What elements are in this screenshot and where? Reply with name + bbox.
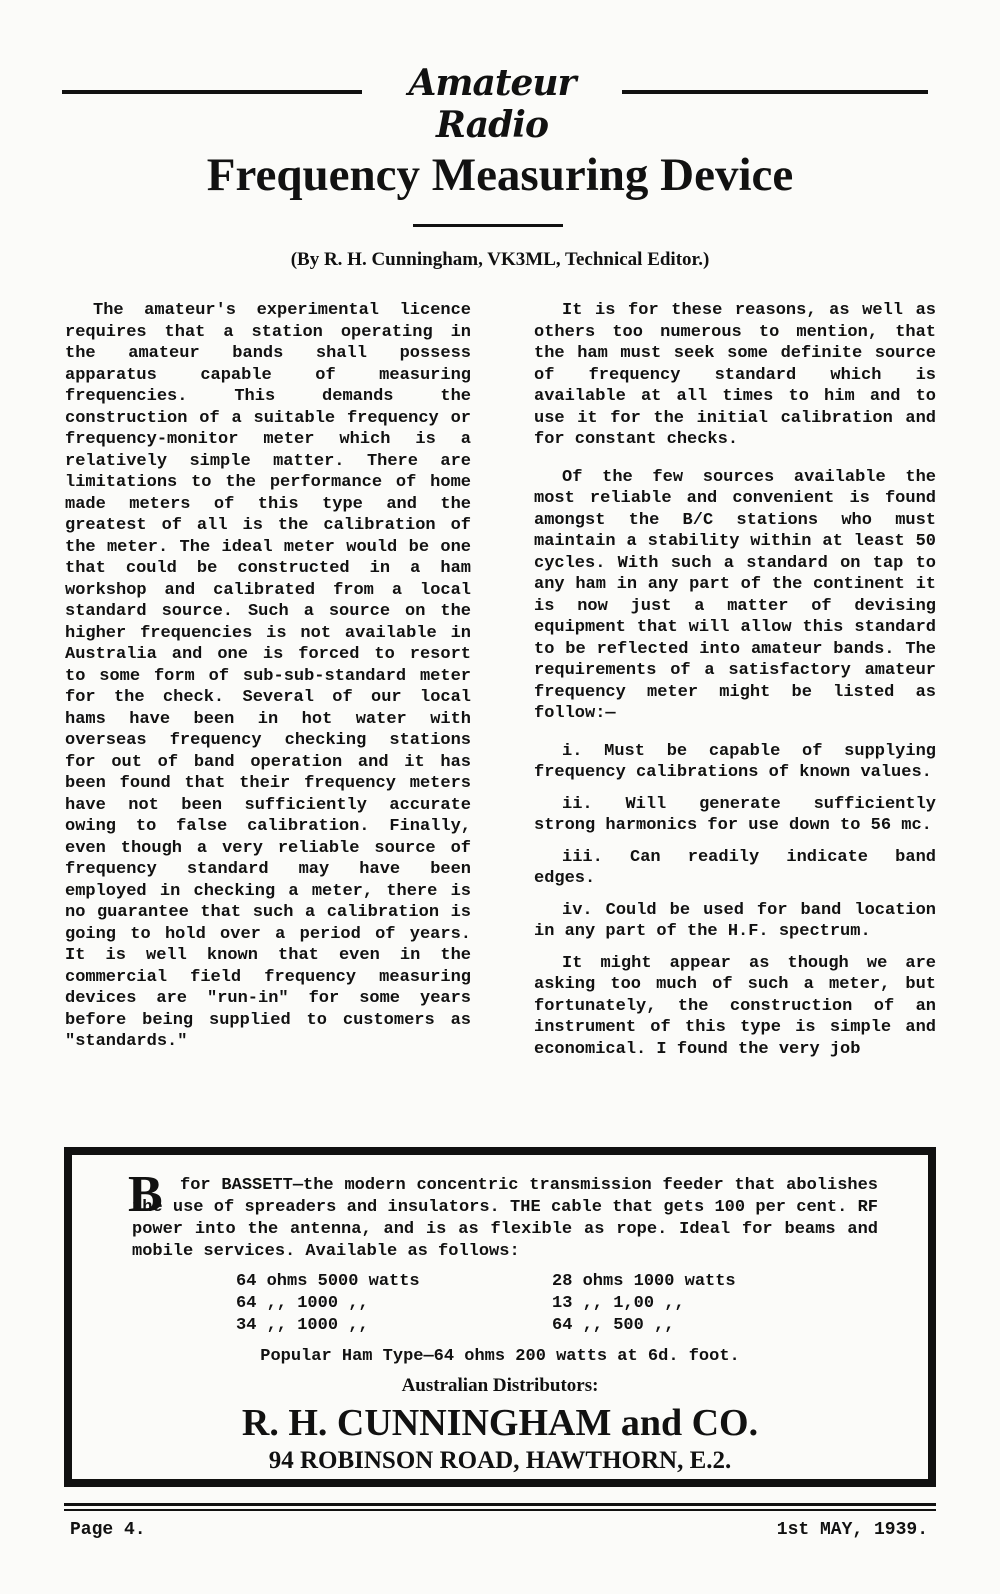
masthead-rule-right: [622, 90, 928, 94]
ad-specs-left: [236, 1271, 516, 1337]
article-title: Frequency Measuring Device: [206, 149, 794, 201]
left-column: [65, 300, 471, 1069]
spec-row: 34 ,, 1000 ,,: [236, 1316, 369, 1335]
ad-lead-text: [132, 1175, 878, 1263]
title-divider: [413, 224, 563, 227]
masthead-logo: Amateur Radio: [408, 62, 576, 146]
spec-row: 28 ohms 1000 watts: [552, 1272, 736, 1291]
masthead-rule-left: [62, 90, 362, 94]
ad-company-name: R. H. CUNNINGHAM and CO.: [241, 1402, 759, 1444]
right-paragraph-3: It might appear as though we are asking too much of such a meter, but fortunately, the construction of an instrument of this type is simple and economical. I found the very job: [534, 953, 936, 1059]
footer-rule-thin: [64, 1509, 936, 1511]
requirement-4: iv. Could be used for band location in any part of the H.F. spectrum.: [534, 900, 936, 941]
ad-distributors-heading: Australian Distributors:: [401, 1375, 599, 1396]
spec-row: 64 ,, 1000 ,,: [236, 1294, 369, 1313]
ad-lead-paragraph: for BASSETT—the modern concentric transmission feeder that abolishes the use of spreaders and insulators. THE cable that gets 100 per cent. RF power into the antenna, and is as flexible as rope. Ideal for beams and mobile services. Available as follows:: [132, 1176, 878, 1261]
spec-row: 64 ohms 5000 watts: [236, 1272, 420, 1291]
requirement-2: ii. Will generate sufficiently strong harmonics for use down to 56 mc.: [534, 794, 936, 835]
ad-address: 94 ROBINSON ROAD, HAWTHORN, E.2.: [268, 1447, 732, 1474]
right-paragraph-2: Of the few sources available the most reliable and convenient is found amongst the B/C stations who must maintain a stability within at least 50 cycles. With such a standard on tap to any ham in any part of the continent it is now just a matter of devising equipment that will allow this standard to be reflected into amateur bands. The requirements of a satisfactory amateur frequency meter might be listed as follow:—: [534, 467, 936, 723]
issue-date: 1st MAY, 1939.: [776, 1520, 928, 1540]
left-paragraph-1: The amateur's experimental licence requires that a station operating in the amateur bands shall possess apparatus capable of measuring frequencies. This demands the construction of a suitable frequency or frequency-monitor meter which is a relatively simple matter. There are limitations to the performance of home made meters of this type and the greatest of all is the calibration of the meter. The ideal meter would be one that could be constructed in a ham workshop and calibrated from a local standard source. Such a source on the higher frequencies is not available in Australia and one is forced to resort to some form of sub-sub-standard meter for the check. Several of our local hams have been in hot water with overseas frequency checking stations for out of band operation and it has been found that their frequency meters have not been sufficiently accurate owing to false calibration. Finally, even though a very reliable source of frequency standard may have been employed in checking a meter, there is no guarantee that such a calibration is going to hold over a period of years. It is well known that even in the commercial field frequency measuring devices are "run-in" for some years before being supplied to customers as "standards.": [65, 301, 471, 1051]
ad-dropcap: B: [128, 1166, 163, 1223]
right-paragraph-1: It is for these reasons, as well as others too numerous to mention, that the ham must seek some definite source of frequency standard which is available at all times to him and to use it for the initial calibration and for constant checks.: [534, 301, 936, 449]
requirement-3: iii. Can readily indicate band edges.: [534, 847, 936, 888]
spec-row: 13 ,, 1,00 ,,: [552, 1294, 685, 1313]
bassett-advertisement: [64, 1147, 936, 1487]
spec-row: 64 ,, 500 ,,: [552, 1316, 675, 1335]
byline: (By R. H. Cunningham, VK3ML, Technical Editor.): [290, 249, 710, 270]
ad-popular-type: Popular Ham Type—64 ohms 200 watts at 6d. foot.: [260, 1347, 740, 1366]
ad-specs-right: [552, 1271, 832, 1337]
right-column: [534, 300, 936, 1076]
requirement-1: i. Must be capable of supplying frequency calibrations of known values.: [534, 741, 936, 782]
footer-rule: [64, 1503, 936, 1506]
page-number: Page 4.: [70, 1520, 146, 1540]
masthead: [62, 62, 928, 146]
